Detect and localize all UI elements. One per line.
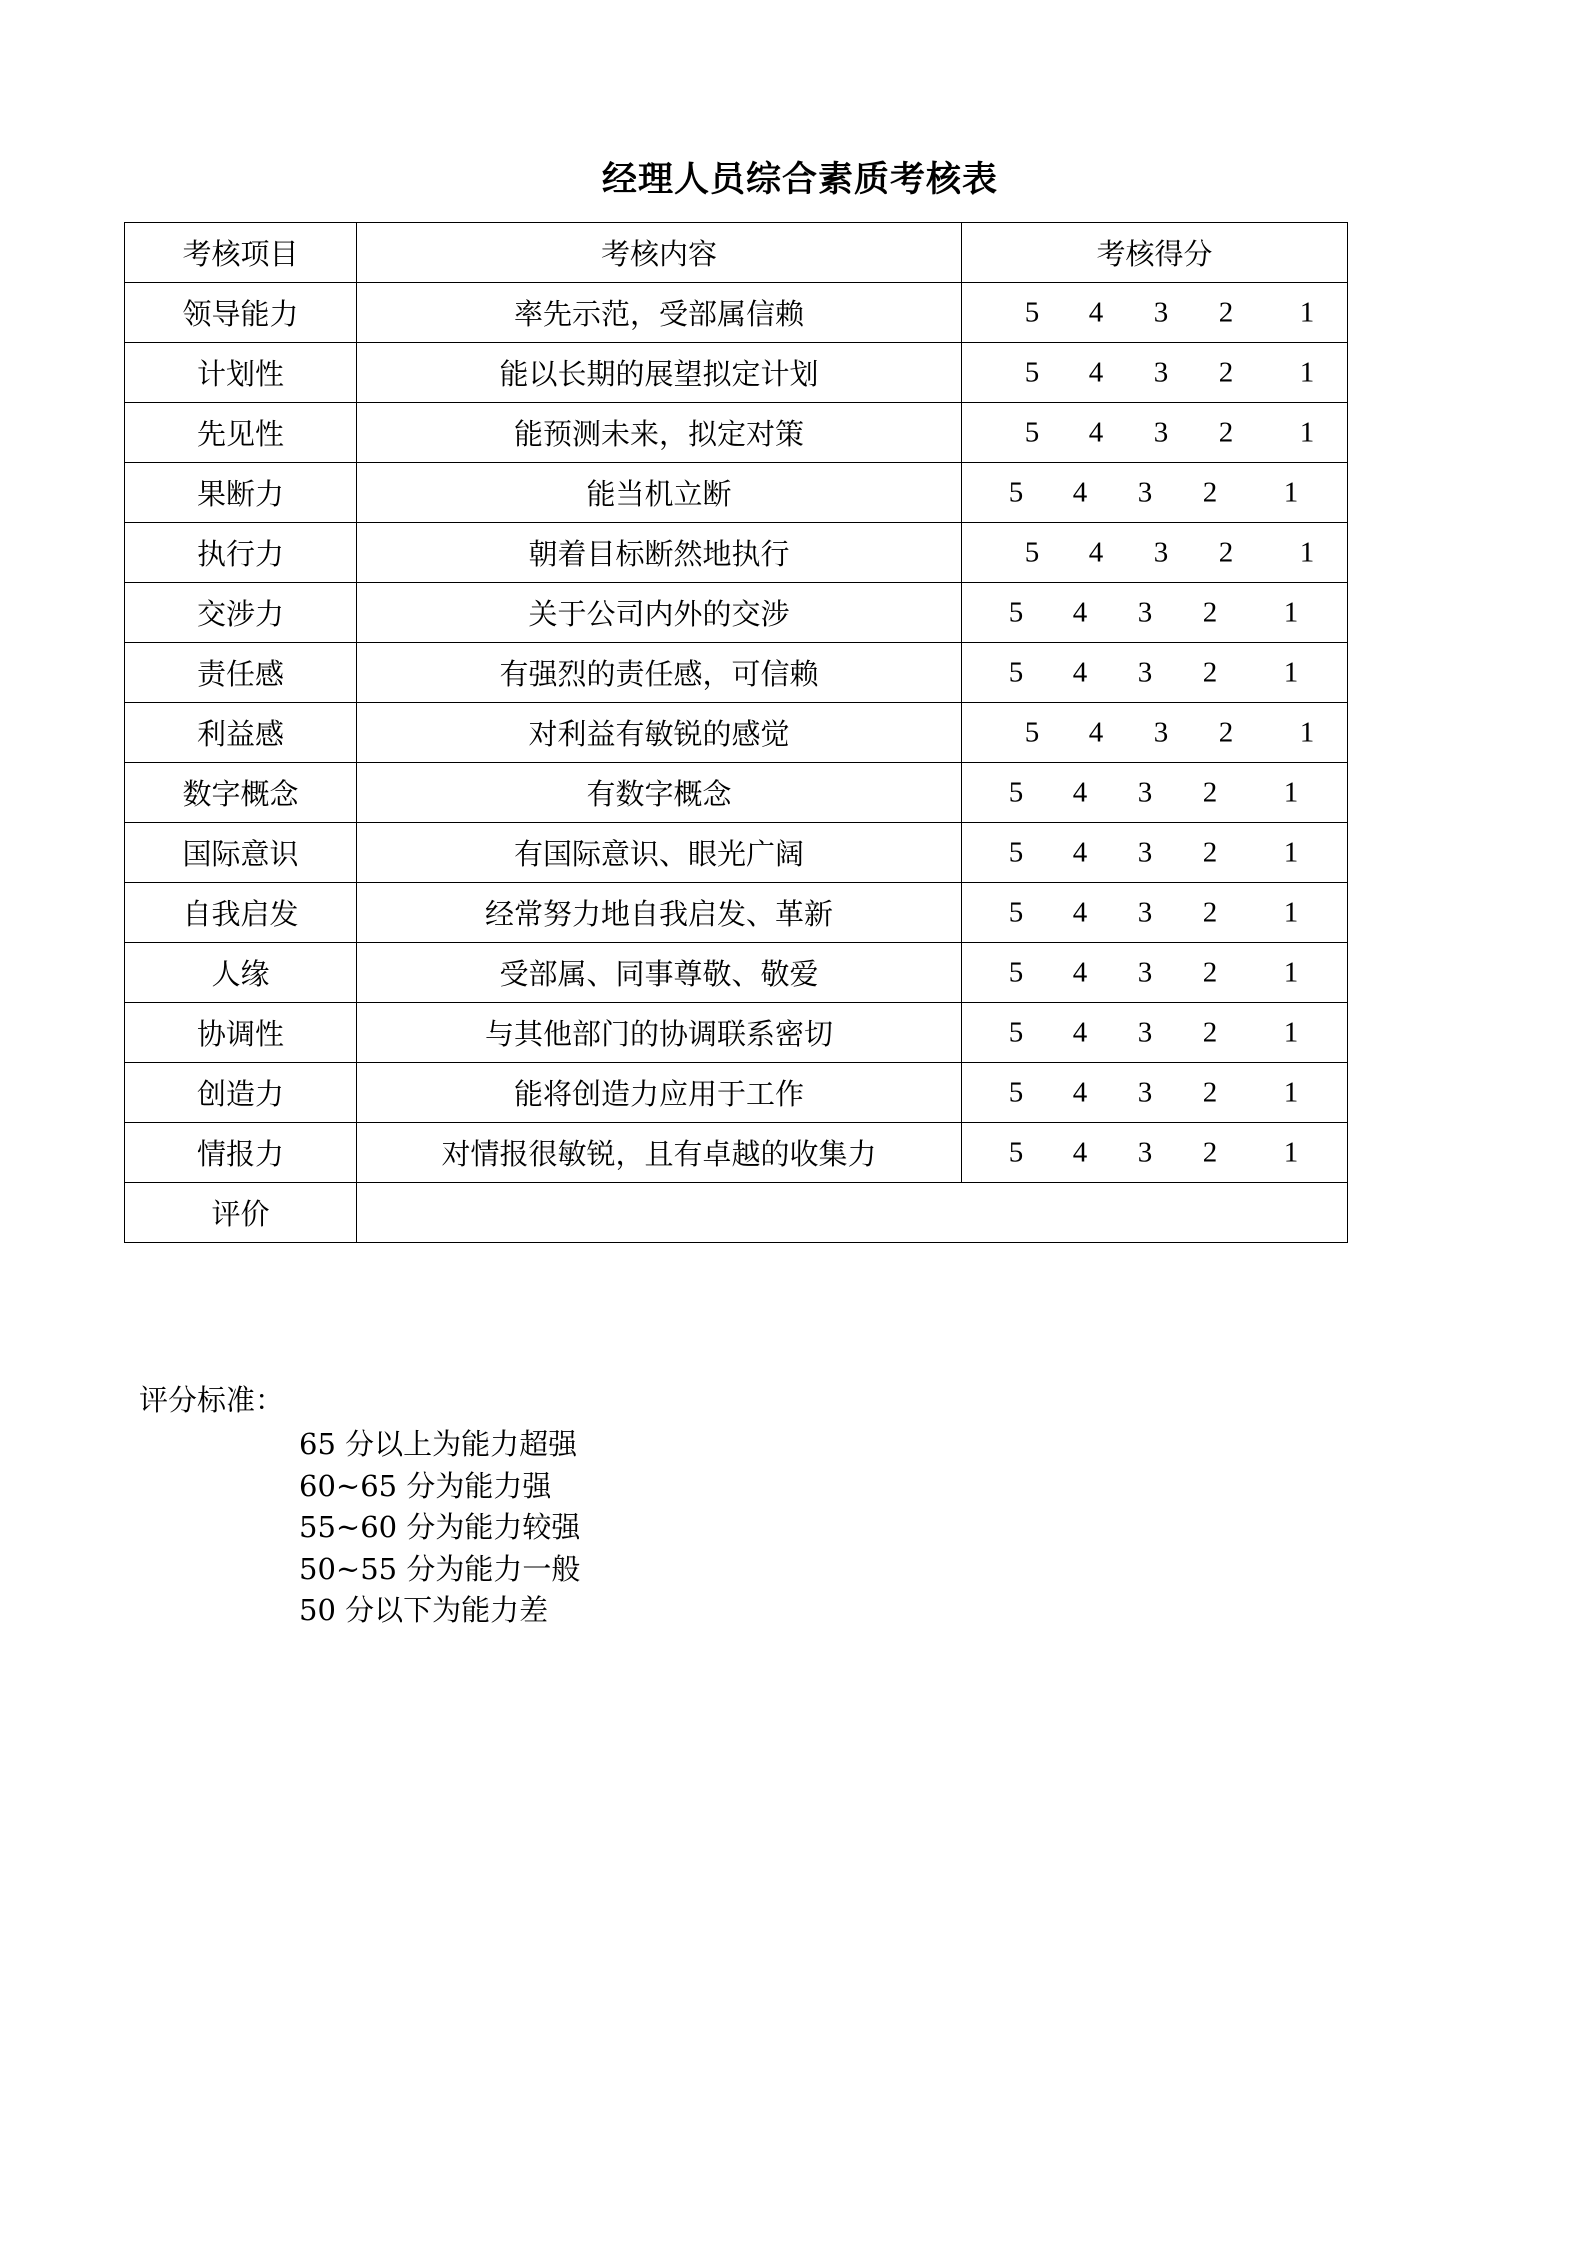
score-cell [962, 343, 1348, 403]
score-option[interactable]: 2 [1202, 1016, 1218, 1048]
item-content: 能预测未来，拟定对策 [357, 403, 962, 463]
score-option[interactable]: 5 [1008, 1016, 1024, 1048]
score-option[interactable]: 3 [1153, 536, 1169, 568]
item-content: 受部属、同事尊敬、敬爱 [357, 943, 962, 1003]
score-cell [962, 523, 1348, 583]
score-cell [962, 463, 1348, 523]
item-name: 创造力 [125, 1063, 357, 1123]
score-option[interactable]: 3 [1137, 896, 1153, 928]
score-cell [962, 643, 1348, 703]
score-cell [962, 403, 1348, 463]
score-option[interactable]: 4 [1088, 416, 1104, 448]
score-option[interactable]: 3 [1153, 356, 1169, 388]
item-content: 与其他部门的协调联系密切 [357, 1003, 962, 1063]
score-option[interactable]: 4 [1072, 596, 1088, 628]
header-item: 考核项目 [125, 223, 357, 283]
score-option[interactable]: 4 [1072, 1076, 1088, 1108]
criteria-line: 50 分以下为能力差 [299, 1593, 549, 1627]
page-title: 经理人员综合素质考核表 [601, 159, 998, 200]
item-content: 率先示范，受部属信赖 [357, 283, 962, 343]
score-option[interactable]: 2 [1202, 896, 1218, 928]
item-name: 果断力 [125, 463, 357, 523]
score-cell [962, 1003, 1348, 1063]
score-option[interactable]: 3 [1137, 1076, 1153, 1108]
item-name: 执行力 [125, 523, 357, 583]
score-option[interactable]: 3 [1137, 836, 1153, 868]
item-content: 有强烈的责任感，可信赖 [357, 643, 962, 703]
evaluation-row [125, 1183, 1348, 1243]
table-row [125, 823, 1348, 883]
header-content: 考核内容 [357, 223, 962, 283]
score-cell [962, 703, 1348, 763]
table-row [125, 703, 1348, 763]
score-option[interactable]: 5 [1008, 836, 1024, 868]
score-option[interactable]: 5 [1024, 296, 1040, 328]
score-option[interactable]: 5 [1008, 1136, 1024, 1168]
criteria-line: 65 分以上为能力超强 [299, 1427, 578, 1461]
score-option[interactable]: 3 [1137, 596, 1153, 628]
score-option[interactable]: 3 [1153, 716, 1169, 748]
score-option[interactable]: 3 [1153, 296, 1169, 328]
item-name: 责任感 [125, 643, 357, 703]
score-cell [962, 763, 1348, 823]
table-row [125, 523, 1348, 583]
score-option[interactable]: 1 [1283, 776, 1299, 808]
table-row [125, 403, 1348, 463]
item-content: 对利益有敏锐的感觉 [357, 703, 962, 763]
score-option[interactable]: 2 [1202, 956, 1218, 988]
item-content: 能当机立断 [357, 463, 962, 523]
item-content: 能将创造力应用于工作 [357, 1063, 962, 1123]
item-content: 对情报很敏锐，且有卓越的收集力 [357, 1123, 962, 1183]
score-option[interactable]: 4 [1088, 536, 1104, 568]
score-option[interactable]: 2 [1202, 596, 1218, 628]
item-name: 领导能力 [125, 283, 357, 343]
score-cell [962, 1123, 1348, 1183]
score-option[interactable]: 5 [1008, 896, 1024, 928]
score-option[interactable]: 5 [1008, 956, 1024, 988]
score-option[interactable]: 1 [1299, 416, 1315, 448]
score-option[interactable]: 4 [1088, 296, 1104, 328]
item-name: 交涉力 [125, 583, 357, 643]
score-cell [962, 883, 1348, 943]
item-name: 人缘 [125, 943, 357, 1003]
item-name: 协调性 [125, 1003, 357, 1063]
score-option[interactable]: 1 [1283, 836, 1299, 868]
item-content: 能以长期的展望拟定计划 [357, 343, 962, 403]
score-option[interactable]: 5 [1008, 776, 1024, 808]
score-option[interactable]: 3 [1137, 476, 1153, 508]
evaluation-field[interactable] [357, 1183, 1348, 1243]
score-option[interactable]: 4 [1072, 956, 1088, 988]
score-option[interactable]: 4 [1072, 896, 1088, 928]
table-header-row [125, 223, 1348, 283]
score-option[interactable]: 2 [1218, 536, 1234, 568]
criteria-line: 60~65 分为能力强 [299, 1468, 552, 1503]
item-name: 情报力 [125, 1123, 357, 1183]
score-option[interactable]: 5 [1008, 656, 1024, 688]
table-row [125, 463, 1348, 523]
score-option[interactable]: 1 [1299, 296, 1315, 328]
score-option[interactable]: 5 [1024, 416, 1040, 448]
item-name: 国际意识 [125, 823, 357, 883]
header-score: 考核得分 [962, 223, 1348, 283]
score-option[interactable]: 2 [1202, 476, 1218, 508]
score-option[interactable]: 5 [1008, 476, 1024, 508]
table-row [125, 643, 1348, 703]
score-option[interactable]: 2 [1218, 416, 1234, 448]
item-content: 有国际意识、眼光广阔 [357, 823, 962, 883]
score-option[interactable]: 2 [1218, 296, 1234, 328]
score-option[interactable]: 1 [1283, 896, 1299, 928]
score-cell [962, 823, 1348, 883]
score-option[interactable]: 1 [1299, 536, 1315, 568]
score-option[interactable]: 4 [1088, 716, 1104, 748]
table-row [125, 883, 1348, 943]
item-content: 关于公司内外的交涉 [357, 583, 962, 643]
score-option[interactable]: 1 [1283, 1136, 1299, 1168]
score-option[interactable]: 4 [1072, 476, 1088, 508]
score-option[interactable]: 2 [1202, 1076, 1218, 1108]
score-option[interactable]: 4 [1072, 1016, 1088, 1048]
score-cell [962, 583, 1348, 643]
score-option[interactable]: 3 [1137, 1136, 1153, 1168]
score-option[interactable]: 1 [1283, 476, 1299, 508]
table-row [125, 583, 1348, 643]
table-row [125, 1003, 1348, 1063]
evaluation-label: 评价 [125, 1183, 357, 1243]
score-option[interactable]: 2 [1218, 356, 1234, 388]
criteria-heading: 评分标准： [139, 1383, 285, 1417]
score-option[interactable]: 2 [1202, 656, 1218, 688]
score-option[interactable]: 1 [1299, 356, 1315, 388]
score-option[interactable]: 5 [1008, 1076, 1024, 1108]
score-option[interactable]: 4 [1072, 836, 1088, 868]
score-cell [962, 1063, 1348, 1123]
table-row [125, 343, 1348, 403]
score-option[interactable]: 1 [1299, 716, 1315, 748]
score-option[interactable]: 3 [1137, 776, 1153, 808]
score-cell [962, 943, 1348, 1003]
score-option[interactable]: 3 [1137, 1016, 1153, 1048]
score-option[interactable]: 1 [1283, 956, 1299, 988]
score-option[interactable]: 1 [1283, 656, 1299, 688]
score-option[interactable]: 1 [1283, 596, 1299, 628]
item-name: 先见性 [125, 403, 357, 463]
item-name: 计划性 [125, 343, 357, 403]
score-option[interactable]: 1 [1283, 1016, 1299, 1048]
score-option[interactable]: 3 [1153, 416, 1169, 448]
score-option[interactable]: 5 [1024, 716, 1040, 748]
score-option[interactable]: 4 [1072, 1136, 1088, 1168]
score-option[interactable]: 4 [1088, 356, 1104, 388]
item-content: 朝着目标断然地执行 [357, 523, 962, 583]
score-option[interactable]: 2 [1202, 1136, 1218, 1168]
item-content: 有数字概念 [357, 763, 962, 823]
score-option[interactable]: 5 [1024, 356, 1040, 388]
score-option[interactable]: 2 [1202, 836, 1218, 868]
score-option[interactable]: 3 [1137, 656, 1153, 688]
table-row [125, 763, 1348, 823]
item-name: 利益感 [125, 703, 357, 763]
table-row [125, 1063, 1348, 1123]
table-row [125, 283, 1348, 343]
score-option[interactable]: 2 [1202, 776, 1218, 808]
score-cell [962, 283, 1348, 343]
score-option[interactable]: 4 [1072, 776, 1088, 808]
score-option[interactable]: 3 [1137, 956, 1153, 988]
score-option[interactable]: 5 [1008, 596, 1024, 628]
criteria-line: 55~60 分为能力较强 [299, 1510, 581, 1544]
table-row [125, 943, 1348, 1003]
item-name: 自我启发 [125, 883, 357, 943]
score-option[interactable]: 2 [1218, 716, 1234, 748]
criteria-line: 50~55 分为能力一般 [299, 1551, 581, 1586]
item-name: 数字概念 [125, 763, 357, 823]
assessment-table [124, 222, 1348, 1243]
score-option[interactable]: 1 [1283, 1076, 1299, 1108]
item-content: 经常努力地自我启发、革新 [357, 883, 962, 943]
score-option[interactable]: 5 [1024, 536, 1040, 568]
table-row [125, 1123, 1348, 1183]
score-option[interactable]: 4 [1072, 656, 1088, 688]
